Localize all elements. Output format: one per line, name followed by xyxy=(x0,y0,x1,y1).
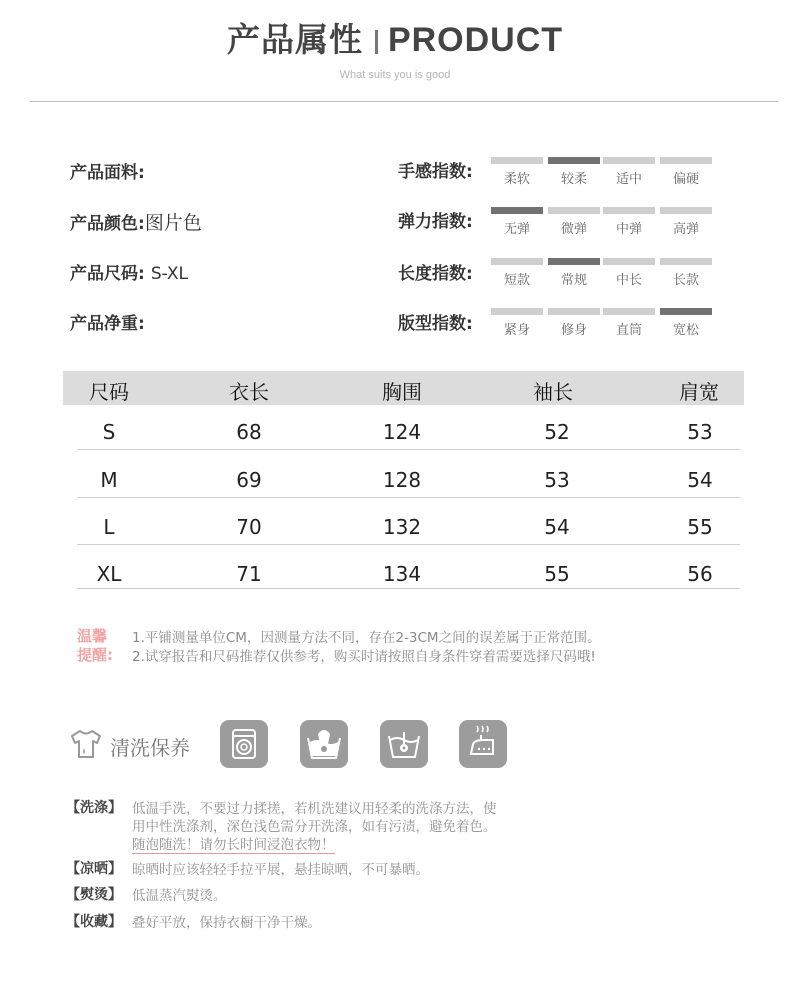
index-label-touch: 手感指数: xyxy=(398,162,473,182)
care-text-line: 低温蒸汽熨烫。 xyxy=(132,888,227,904)
table-row-divider xyxy=(77,588,740,589)
index-option: 中长 xyxy=(603,258,655,288)
index-label-length: 长度指数: xyxy=(398,264,473,284)
attr-color xyxy=(70,208,202,235)
care-text-line: 低温手洗，不要过力揉搓，若机洗建议用轻柔的洗涤方法，使 xyxy=(132,801,497,817)
size-cell: 70 xyxy=(236,515,262,539)
index-option: 短款 xyxy=(491,258,543,288)
table-row-divider xyxy=(77,497,740,498)
index-option: 中弹 xyxy=(603,207,655,237)
care-tag-drying: 【凉晒】 xyxy=(66,861,122,877)
index-label-elasticity: 弹力指数: xyxy=(398,212,473,232)
size-cell: S xyxy=(102,420,116,444)
size-cell: 54 xyxy=(544,515,570,539)
care-text-line: 用中性洗涤剂，深色浅色需分开洗涤，如有污渍，避免着色。 xyxy=(132,819,497,835)
size-header-cell: 胸围 xyxy=(382,380,422,404)
size-cell: 69 xyxy=(236,468,262,492)
size-cell: 68 xyxy=(236,420,262,444)
size-cell: 56 xyxy=(687,562,713,586)
index-option: 紧身 xyxy=(491,308,543,338)
title-cn: 产品属性 xyxy=(226,20,363,59)
notice-line: 2.试穿报告和尺码推荐仅供参考，购买时请按照自身条件穿着需要选择尺码哦! xyxy=(132,649,596,665)
wash-temperature-icon xyxy=(380,720,428,768)
index-option-selected: 无弹 xyxy=(491,207,543,237)
attr-label: 产品净重: xyxy=(70,314,145,334)
size-cell: 53 xyxy=(687,420,713,444)
index-scale-touch xyxy=(491,157,713,187)
size-header-cell: 袖长 xyxy=(533,380,573,404)
size-header-cell: 衣长 xyxy=(229,380,269,404)
index-option: 高弹 xyxy=(660,207,712,237)
header-divider xyxy=(30,101,778,102)
care-tag-ironing: 【熨烫】 xyxy=(66,887,122,903)
index-option-selected: 较柔 xyxy=(548,157,600,187)
iron-icon xyxy=(459,720,507,768)
table-row-divider xyxy=(77,449,740,450)
table-row-divider xyxy=(77,544,740,545)
size-cell: 52 xyxy=(544,420,570,444)
care-tag-washing: 【洗涤】 xyxy=(66,800,122,816)
page-subtitle: What suits you is good xyxy=(339,69,451,81)
size-cell: 124 xyxy=(382,420,422,444)
title-separator xyxy=(375,30,378,54)
attr-label: 产品颜色: xyxy=(70,214,145,234)
washing-machine-icon xyxy=(220,720,268,768)
care-tag-storage: 【收藏】 xyxy=(66,914,122,930)
index-scale-length xyxy=(491,258,713,288)
attr-label: 产品尺码: xyxy=(70,264,145,284)
size-cell: 54 xyxy=(687,468,713,492)
size-cell: 53 xyxy=(544,468,570,492)
index-option: 适中 xyxy=(603,157,655,187)
size-header-cell: 尺码 xyxy=(89,380,129,404)
index-option: 微弹 xyxy=(548,207,600,237)
attr-fabric xyxy=(70,158,145,183)
size-cell: M xyxy=(100,468,118,492)
index-scale-fit xyxy=(491,308,713,338)
notice-tag: 温馨 xyxy=(77,627,108,645)
index-option-selected: 常规 xyxy=(548,258,600,288)
shirt-icon xyxy=(68,726,104,762)
size-cell: 55 xyxy=(544,562,570,586)
index-option: 直筒 xyxy=(603,308,655,338)
care-text-line: 随泡随洗！请勿长时间浸泡衣物！ xyxy=(132,833,335,854)
size-cell: 128 xyxy=(382,468,422,492)
index-option: 长款 xyxy=(660,258,712,288)
notice-tag: 提醒: xyxy=(77,646,113,664)
size-cell: 71 xyxy=(236,562,262,586)
attr-size xyxy=(70,259,188,284)
attr-value: 图片色 xyxy=(144,212,202,234)
size-cell: L xyxy=(103,515,115,539)
index-scale-elasticity xyxy=(491,207,713,237)
hand-wash-icon xyxy=(300,720,348,768)
size-cell: 55 xyxy=(687,515,713,539)
care-title: 清洗保养 xyxy=(110,736,190,760)
index-option: 偏硬 xyxy=(660,157,712,187)
attr-weight xyxy=(70,309,145,334)
care-text-line: 叠好平放，保持衣橱干净干燥。 xyxy=(132,915,321,931)
page-title xyxy=(0,14,790,61)
care-text-line: 晾晒时应该轻轻手拉平展，悬挂晾晒，不可暴晒。 xyxy=(132,862,429,878)
size-cell: 132 xyxy=(382,515,422,539)
attr-label: 产品面料: xyxy=(70,163,145,183)
index-option: 修身 xyxy=(548,308,600,338)
size-cell: 134 xyxy=(382,562,422,586)
index-label-fit: 版型指数: xyxy=(398,314,473,334)
title-en: PRODUCT xyxy=(387,21,564,59)
size-header-cell: 肩宽 xyxy=(679,380,719,404)
index-option: 柔软 xyxy=(491,157,543,187)
attr-value: S-XL xyxy=(150,264,189,284)
notice-line: 1.平铺测量单位CM，因测量方法不同，存在2-3CM之间的误差属于正常范围。 xyxy=(132,630,601,646)
index-option-selected: 宽松 xyxy=(660,308,712,338)
size-cell: XL xyxy=(96,562,122,586)
page-header xyxy=(0,14,790,81)
